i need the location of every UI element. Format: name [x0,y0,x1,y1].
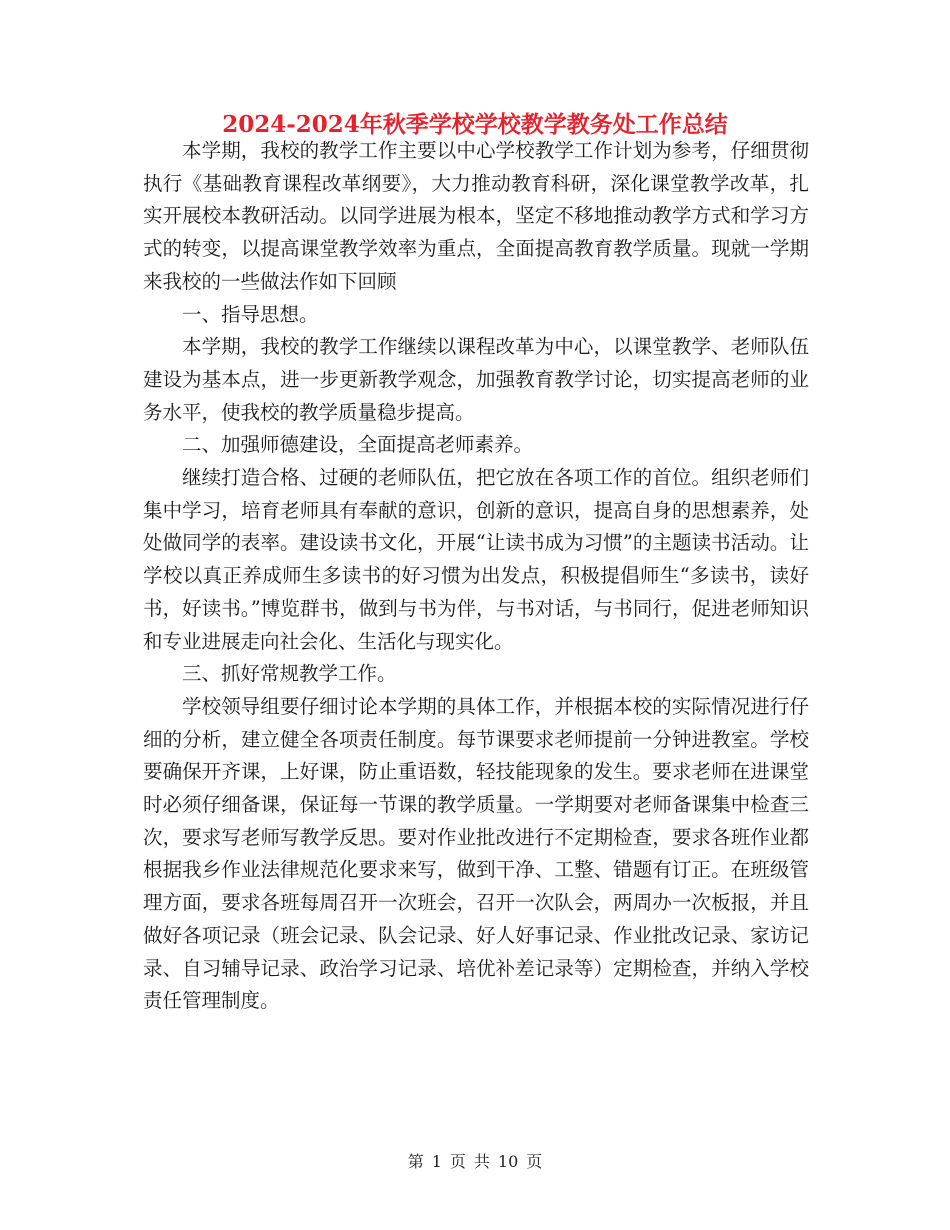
footer-page-unit: 页 [449,1152,466,1171]
footer-total-prefix: 共 [473,1152,490,1171]
document-body [143,135,809,1018]
section-heading-3: 三、抓好常规教学工作。 [182,662,397,686]
paragraph-intro: 本学期，我校的教学工作主要以中心学校教学工作计划为参考，仔细贯彻执行《基础教育课程改革纲要》，大力推动教育科研，深化课堂教学改革，扎实开展校本教研活动。以同学进展为根本，坚定不移地推动教学方式和学习方式的转变，以提高课堂教学效率为重点，全面提高教育教学质量。现就一学期来我校的一些做法作如下回顾 [143,139,809,293]
paragraph-3: 学校领导组要仔细讨论本学期的具体工作，并根据本校的实际情况进行仔细的分析，建立健全各项责任制度。每节课要求老师提前一分钟进教室。学校要确保开齐课，上好课，防止重语数，轻技能现象的发生。要求老师在进课堂时必须仔细备课，保证每一节课的教学质量。一学期要对老师备课集中检查三次，要求写老师写教学反思。要对作业批改进行不定期检查，要求各班作业都根据我乡作业法律规范化要求来写，做到干净、工整、错题有订正。在班级管理方面，要求各班每周召开一次班会，召开一次队会，两周办一次板报，并且做好各项记录（班会记录、队会记录、好人好事记录、作业批改记录、家访记录、自习辅导记录、政治学习记录、培优补差记录等）定期检查，并纳入学校责任管理制度。 [143,694,809,1013]
footer-prefix: 第 [407,1152,424,1171]
paragraph-1: 本学期，我校的教学工作继续以课程改革为中心，以课堂教学、老师队伍建设为基本点，进一步更新教学观念，加强教育教学讨论，切实提高老师的业务水平，使我校的教学质量稳步提高。 [143,335,809,424]
footer-total-unit: 页 [526,1152,543,1171]
section-heading-2: 二、加强师德建设，全面提高老师素养。 [182,433,534,457]
footer-total-pages: 10 [497,1152,519,1171]
paragraph-2: 继续打造合格、过硬的老师队伍，把它放在各项工作的首位。组织老师们集中学习，培育老师具有奉献的意识，创新的意识，提高自身的思想素养，处处做同学的表率。建设读书文化，开展“让读书成为习惯”的主题读书活动。让学校以真正养成师生多读书的好习惯为出发点，积极提倡师生“多读书，读好书，好读书。”博览群书，做到与书为伴，与书对话，与书同行，促进老师知识和专业进展走向社会化、生活化与现实化。 [143,466,809,653]
page-footer [0,1150,950,1174]
document-title: 2024-2024年秋季学校学校教学教务处工作总结 [222,111,728,138]
section-heading-1: 一、指导思想。 [182,302,319,326]
footer-page-number: 1 [431,1152,442,1171]
